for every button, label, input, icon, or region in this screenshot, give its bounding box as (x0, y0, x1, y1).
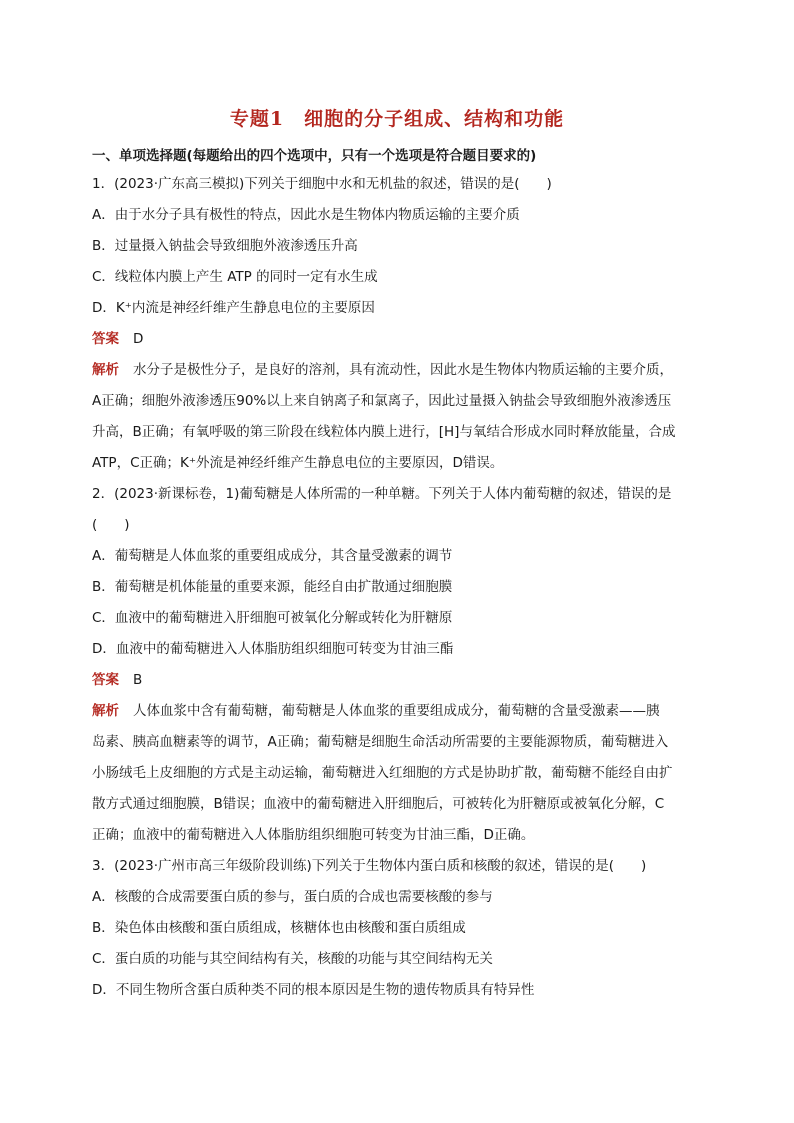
analysis-text: 小肠绒毛上皮细胞的方式是主动运输，葡萄糖进入红细胞的方式是协助扩散，葡萄糖不能经自由扩 (92, 765, 673, 781)
question-3 (92, 856, 706, 1011)
question-stem: 2．(2023·新课标卷，1)葡萄糖是人体所需的一种单糖。下列关于人体内葡萄糖的叙述，错误的是 (92, 486, 672, 502)
analysis-text: 人体血浆中含有葡萄糖，葡萄糖是人体血浆的重要组成成分，葡萄糖的含量受激素——胰 (133, 703, 660, 719)
analysis-text: 岛素、胰高血糖素等的调节，A正确；葡萄糖是细胞生命活动所需要的主要能源物质，葡萄糖进入 (92, 734, 669, 750)
option-d: D．K⁺内流是神经纤维产生静息电位的主要原因 (92, 300, 375, 316)
analysis-text: 升高，B正确；有氧呼吸的第三阶段在线粒体内膜上进行，[H]与氧结合形成水同时释放能量，合成 (92, 424, 676, 440)
option-a: A．葡萄糖是人体血浆的重要组成成分，其含量受激素的调节 (92, 548, 453, 564)
option-c: C．蛋白质的功能与其空间结构有关，核酸的功能与其空间结构无关 (92, 951, 493, 967)
option-b: B．过量摄入钠盐会导致细胞外液渗透压升高 (92, 238, 358, 254)
option-c: C．线粒体内膜上产生 ATP 的同时一定有水生成 (92, 269, 378, 285)
option-d: D．不同生物所含蛋白质种类不同的根本原因是生物的遗传物质具有特异性 (92, 982, 535, 998)
question-1 (92, 174, 706, 484)
analysis-row (92, 701, 706, 732)
analysis-text: A正确；细胞外液渗透压90%以上来自钠离子和氯离子，因此过量摄入钠盐会导致细胞外液渗透压 (92, 393, 672, 409)
analysis-text: 散方式通过细胞膜，B错误；血液中的葡萄糖进入肝细胞后，可被转化为肝糖原或被氧化分解，C (92, 796, 665, 812)
analysis-text: 正确；血液中的葡萄糖进入人体脂肪组织细胞可转变为甘油三酯，D正确。 (92, 827, 535, 843)
option-a: A．由于水分子具有极性的特点，因此水是生物体内物质运输的主要介质 (92, 207, 520, 223)
analysis-text: ATP，C正确；K⁺外流是神经纤维产生静息电位的主要原因，D错误。 (92, 455, 504, 471)
option-a: A．核酸的合成需要蛋白质的参与，蛋白质的合成也需要核酸的参与 (92, 889, 493, 905)
analysis-text: 水分子是极性分子，是良好的溶剂，具有流动性，因此水是生物体内物质运输的主要介质， (133, 362, 673, 378)
question-stem: 1．(2023·广东高三模拟)下列关于细胞中水和无机盐的叙述，错误的是( ) (92, 176, 552, 192)
page-title: 专题1 细胞的分子组成、结构和功能 (229, 108, 565, 130)
analysis-label: 解析 (92, 362, 119, 378)
answer-value: B (133, 672, 143, 688)
question-list (92, 174, 706, 1011)
answer-row (92, 329, 706, 360)
question-2 (92, 484, 706, 856)
answer-label: 答案 (92, 672, 119, 688)
option-b: B．葡萄糖是机体能量的重要来源，能经自由扩散通过细胞膜 (92, 579, 453, 595)
option-c: C．血液中的葡萄糖进入肝细胞可被氧化分解或转化为肝糖原 (92, 610, 453, 626)
option-d: D．血液中的葡萄糖进入人体脂肪组织细胞可转变为甘油三酯 (92, 641, 454, 657)
answer-value: D (133, 331, 144, 347)
section-heading: 一、单项选择题(每题给出的四个选项中，只有一个选项是符合题目要求的) (92, 148, 537, 164)
question-stem: 3．(2023·广州市高三年级阶段训练)下列关于生物体内蛋白质和核酸的叙述，错误的是( ) (92, 858, 647, 874)
answer-row (92, 670, 706, 701)
answer-label: 答案 (92, 331, 119, 347)
question-stem: ( ) (92, 517, 130, 533)
analysis-label: 解析 (92, 703, 119, 719)
analysis-row (92, 360, 706, 391)
option-b: B．染色体由核酸和蛋白质组成，核糖体也由核酸和蛋白质组成 (92, 920, 466, 936)
